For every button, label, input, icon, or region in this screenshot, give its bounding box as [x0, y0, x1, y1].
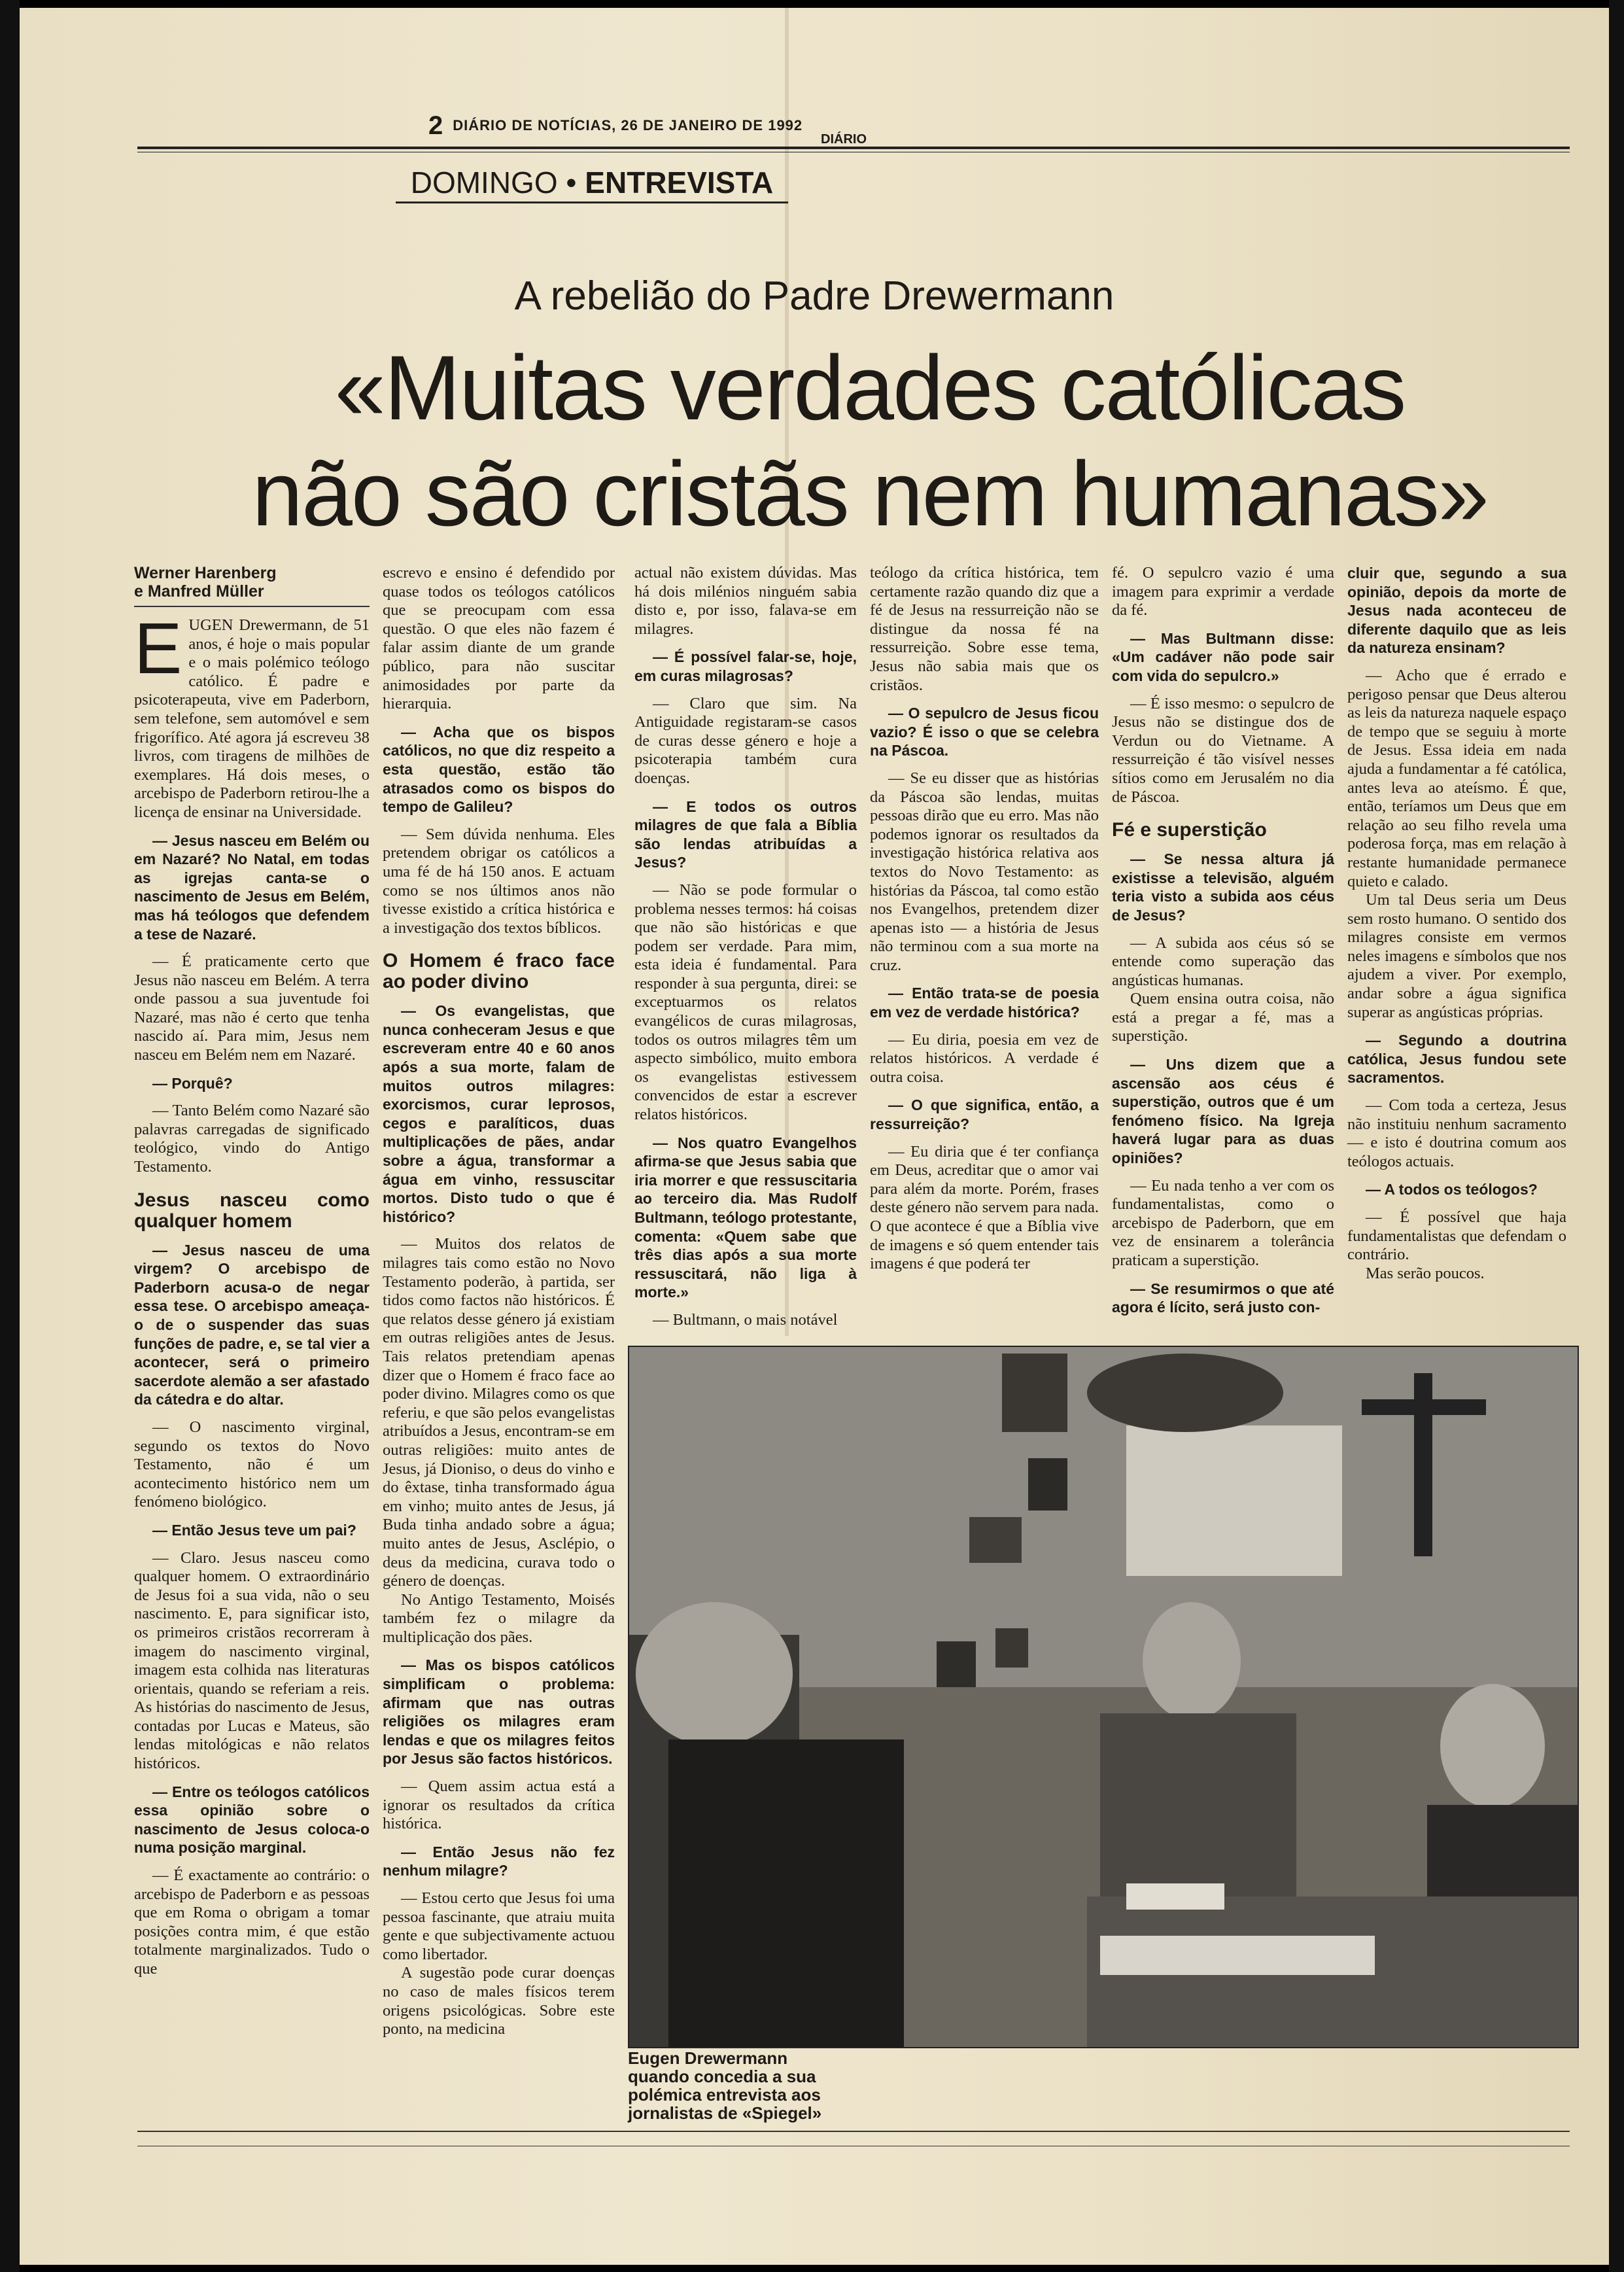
answer: — É isso mesmo: o sepulcro de Jesus não se distingue dos de Verdun ou do Vietname. A ressurreição é tão visível nesses sítios como em Jerusalém no dia de Páscoa.: [1112, 694, 1334, 806]
answer-continued: Mas serão poucos.: [1366, 1264, 1485, 1282]
question: — Então Jesus não fez nenhum milagre?: [383, 1843, 615, 1879]
masthead: [428, 111, 803, 141]
question: — Segundo a doutrina católica, Jesus fundou sete sacramentos.: [1347, 1032, 1566, 1087]
question: — Mas os bispos católicos simplificam o problema: afirmam que nas outras religiões os milagres eram lendas e que os milagres feitos por Jesus são factos históricos.: [383, 1656, 615, 1768]
question: — Porquê?: [152, 1074, 233, 1092]
answer-continued: A sugestão pode curar doenças no caso de males físicos terem origens psicológicas. Sobre este ponto, na medicina: [383, 1964, 615, 2038]
answer-continued: Um tal Deus seria um Deus sem rosto humano. O sentido dos milagres consiste em vermos neles imagens e símbolos que nos ajudem a viver. Por exemplo, andar sobre a água significa superar as angústicas próprias.: [1347, 891, 1566, 1021]
answer: — É exactamente ao contrário: o arcebispo de Paderborn e as pessoas que em Roma o obrigam a tomar posições contra mim, é que estão totalmente marginalizados. Tudo o que: [134, 1866, 370, 1978]
page-number: 2: [428, 111, 444, 140]
section-left: DOMINGO: [410, 166, 558, 200]
answer: — Eu diria que é ter confiança em Deus, acreditar que o amor vai para além da morte. Porém, frases deste género não servem para nada. O que acontece é que a Bíblia vive de imagens e só quem entender tais imagens é que poderá ter: [870, 1142, 1099, 1273]
column-5: [1112, 564, 1334, 1317]
column-4: [870, 564, 1099, 1274]
section-bullet: •: [566, 166, 577, 200]
question: — Jesus nasceu de uma virgem? O arcebispo de Paderborn acusa-o de negar essa tese. O arcebispo ameaça-o de o suspender das suas funções de padre, e, se tal vier a acontecer, será o primeiro sacerdote alemão a ser afastado da cátedra e do altar.: [134, 1241, 370, 1408]
paragraph: actual não existem dúvidas. Mas há dois milénios ninguém sabia disto e, por isso, falava-se em milagres.: [634, 564, 857, 638]
answer: — Claro. Jesus nasceu como qualquer homem. O extraordinário de Jesus foi a sua vida, não o seu nascimento. E, para significar isto, os primeiros cristãos recorreram à imagem do nascimento virginal, imagem esta colhida nas literaturas orientais, quando se referiam a reis. As histórias do nascimento de Jesus, contadas por Lucas e Mateus, são lendas mitológicas e não relatos históricos.: [134, 1548, 370, 1773]
answer: — Muitos dos relatos de milagres tais como estão no Novo Testamento poderão, à partida, ser tidos como factos não históricos. É que relatos desse género já existiam em outras religiões antes de Jesus. Tais relatos pretendiam apenas dizer que o Homem é fraco face ao poder divino. Milagres como os que referiu, e que são pelos evangelistas atribuídos a Jesus, encontram-se em outras religiões: muito antes de Jesus, já Dioniso, o deus do vinho e do êxtase, tinha transformado água em vinho; muito antes de Jesus, já Buda tinha andado sobre a água; muito antes de Jesus, Asclépio, o deus da medicina, curava todo o género de doenças.: [383, 1235, 615, 1590]
interview-photo: [628, 1346, 1579, 2048]
question: — Então trata-se de poesia em vez de verdade histórica?: [870, 985, 1099, 1021]
answer: — Não se pode formular o problema nesses termos: há coisas que não são históricas e que podem ser verdade. Para mim, esta ideia é fundamental. Para responder à sua pergunta, direi: se exceptuarmos os relatos evangélicos de curas milagrosas, todos os outros milagres têm um aspecto simbólico, muito embora os evangelistas estivessem convencidos de estar a escrever relatos históricos.: [634, 881, 857, 1124]
answer: — Acho que é errado e perigoso pensar que Deus alterou as leis da natureza naquele espaço de tempo que se seguiu à morte de Jesus. Essa ideia em nada ajuda a fundamentar a fé católica, antes leva ao ateísmo. É que, então, teríamos um Deus que em relação ao seu filho revela uma poderosa força, mas em relação à restante humanidade permanece quieto e calado.: [1347, 666, 1566, 890]
column-2: [383, 564, 615, 2039]
headline-line-1: «Muitas verdades católicas: [334, 336, 1406, 439]
question: — Acha que os bispos católicos, no que diz respeito a esta questão, estão tão atrasados como os bispos do tempo de Galileu?: [383, 723, 615, 816]
newspaper-page: [20, 8, 1609, 2265]
question: — Mas Bultmann disse: «Um cadáver não pode sair com vida do sepulcro.»: [1112, 629, 1334, 684]
kicker: A rebelião do Padre Drewermann: [514, 273, 1114, 319]
answer: — Estou certo que Jesus foi uma pessoa fascinante, que atraiu muita gente e que subjectivamente actuou como libertador.: [383, 1889, 615, 1963]
answer: — Bultmann, o mais notável: [653, 1310, 838, 1329]
subheading: Fé e superstição: [1112, 819, 1267, 841]
answer-continued: Quem ensina outra coisa, não está a pregar a fé, mas a superstição.: [1112, 990, 1334, 1045]
question: — Nos quatro Evangelhos afirma-se que Jesus sabia que iria morrer e que ressuscitaria ao terceiro dia. Mas Rudolf Bultmann, teólogo protestante, comenta: «Quem sabe que três dias após a sua morte ressuscitará, não liga à morte.»: [634, 1134, 857, 1301]
answer: — Eu nada tenho a ver com os fundamentalistas, como o arcebispo de Paderborn, que em vez de ensinarem a tolerância praticam a superstição.: [1112, 1176, 1334, 1269]
answer: — É possível que haja fundamentalistas que defendam o contrário.: [1347, 1208, 1566, 1264]
photo-caption: Eugen Drewermann quando concedia a sua polémica entrevista aos jornalistas de «Spiegel»: [628, 2048, 822, 2123]
answer: — O nascimento virginal, segundo os textos do Novo Testamento, não é um acontecimento histórico nem um fenómeno biológico.: [134, 1418, 370, 1511]
paragraph: teólogo da crítica histórica, tem certamente razão quando diz que a fé de Jesus na ressurreição não se distingue da nossa fé na ressurreição. Sobre esse tema, Jesus não sabia mais que os cristãos.: [870, 564, 1099, 694]
answer: — Quem assim actua está a ignorar os resultados da crítica histórica.: [383, 1777, 615, 1833]
paragraph: fé. O sepulcro vazio é uma imagem para exprimir a verdade da fé.: [1112, 564, 1334, 620]
question: — Jesus nasceu em Belém ou em Nazaré? No Natal, em todas as igrejas canta-se o nascimento de Jesus em Belém, mas há teólogos que defendem a tese de Nazaré.: [134, 831, 370, 943]
question: — Se nessa altura já existisse a televisão, alguém teria visto a subida aos céus de Jesus?: [1112, 850, 1334, 924]
question: — E todos os outros milagres de que fala a Bíblia são lendas atribuídas a Jesus?: [634, 797, 857, 871]
column-3: [634, 564, 857, 1330]
answer: — Eu diria, poesia em vez de relatos históricos. A verdade é outra coisa.: [870, 1030, 1099, 1086]
column-1: [134, 564, 370, 1979]
subheading: Jesus nasceu como qualquer homem: [134, 1189, 370, 1232]
headline-line-2: não são cristãs nem humanas»: [252, 442, 1488, 545]
question: — Se resumirmos o que até agora é lícito, será justo con-: [1112, 1280, 1334, 1316]
bottom-rule: [137, 2131, 1570, 2132]
section-label: [396, 165, 788, 203]
byline-author-2: e Manfred Müller: [134, 582, 264, 601]
answer: — Sem dúvida nenhuma. Eles pretendem obrigar os católicos a uma fé de há 150 anos. E actuam como se nos últimos anos não tivesse existido a crítica histórica e a investigação dos textos bíblicos.: [383, 825, 615, 937]
question: — A todos os teólogos?: [1366, 1181, 1538, 1198]
photo-illustration: [629, 1347, 1578, 2047]
scan-border-right: [1609, 0, 1624, 2272]
question: — O que significa, então, a ressurreição?: [870, 1096, 1099, 1133]
masthead-rule: [137, 147, 1570, 149]
masthead-text: DIÁRIO DE NOTÍCIAS, 26 DE JANEIRO DE 1992: [453, 117, 803, 133]
right-masthead: DIÁRIO: [821, 132, 867, 147]
intro-paragraph: UGEN Drewermann, de 51 anos, é hoje o mais popular e o mais polémico teólogo católico. É padre e psicoterapeuta, vive em Paderborn, sem telefone, sem automóvel e sem frigorífico. Até agora já escreveu 38 livros, com tiragens de milhões de exemplares. Há dois meses, o arcebispo de Paderborn retirou-lhe a licença de ensinar na Universidade.: [134, 616, 370, 821]
question: — Entre os teólogos católicos essa opinião sobre o nascimento de Jesus coloca-o numa posição marginal.: [134, 1783, 370, 1857]
answer: — Claro que sim. Na Antiguidade registaram-se casos de curas desse género e hoje a psicoterapia também cura doenças.: [634, 694, 857, 787]
subheading: O Homem é fraco face ao poder divino: [383, 950, 615, 993]
scan-border-left: [0, 0, 20, 2272]
paragraph: escrevo e ensino é defendido por quase todos os teólogos católicos que se preocupam com essa questão. O que eles não fazem é falar assim diante de um grande público, para não suscitar animosidades por parte da hierarquia.: [383, 564, 615, 713]
question: — Então Jesus teve um pai?: [152, 1521, 356, 1539]
question: — Uns dizem que a ascensão aos céus é superstição, outros que é um fenómeno físico. Na Igreja haverá lugar para as duas opiniões?: [1112, 1056, 1334, 1167]
question: cluir que, segundo a sua opinião, depois da morte de Jesus nada aconteceu de diferente daquilo que as leis da natureza ensinam?: [1347, 565, 1566, 657]
byline: [134, 564, 370, 607]
byline-author-1: Werner Harenberg: [134, 564, 277, 582]
question: — O sepulcro de Jesus ficou vazio? É isso o que se celebra na Páscoa.: [870, 705, 1099, 760]
question: — É possível falar-se, hoje, em curas milagrosas?: [634, 648, 857, 684]
answer: — A subida aos céus só se entende como superação das angústicas humanas.: [1112, 934, 1334, 989]
question: — Os evangelistas, que nunca conheceram Jesus e que escreveram entre 40 e 60 anos após a sua morte, falam de muitos outros milagres: exorcismos, curar leprosos, cegos e paralíticos, duas multiplicações de pães, andar sobre a água, transformar a água em vinho, ressuscitar mortos. Disto tudo o que é histórico?: [383, 1002, 615, 1225]
answer: — É praticamente certo que Jesus não nasceu em Belém. A terra onde passou a sua juventude foi Nazaré, mas não é certo que tenha nascido aí. Para mim, Jesus nem nasceu em Belém nem em Nazaré.: [134, 952, 370, 1064]
answer-continued: No Antigo Testamento, Moisés também fez o milagre da multiplicação dos pães.: [383, 1590, 615, 1646]
column-6: [1347, 564, 1566, 1283]
headline: [150, 335, 1589, 547]
answer: — Com toda a certeza, Jesus não instituiu nenhum sacramento — e isto é doutrina comum aos teólogos actuais.: [1347, 1096, 1566, 1170]
section-right: ENTREVISTA: [585, 166, 774, 200]
answer: — Se eu disser que as histórias da Páscoa são lendas, muitas pessoas dirão que eu erro. Mas não podemos ignorar os resultados da investigação histórica relativa aos textos do Novo Testamento: as histórias da Páscoa, tal como estão nos Evangelhos, pretendem dizer apenas isto — a história de Jesus não terminou com a sua morte na cruz.: [870, 769, 1099, 974]
answer: — Tanto Belém como Nazaré são palavras carregadas de significado teológico, vindo do Antigo Testamento.: [134, 1102, 370, 1176]
drop-cap: E: [134, 608, 182, 689]
